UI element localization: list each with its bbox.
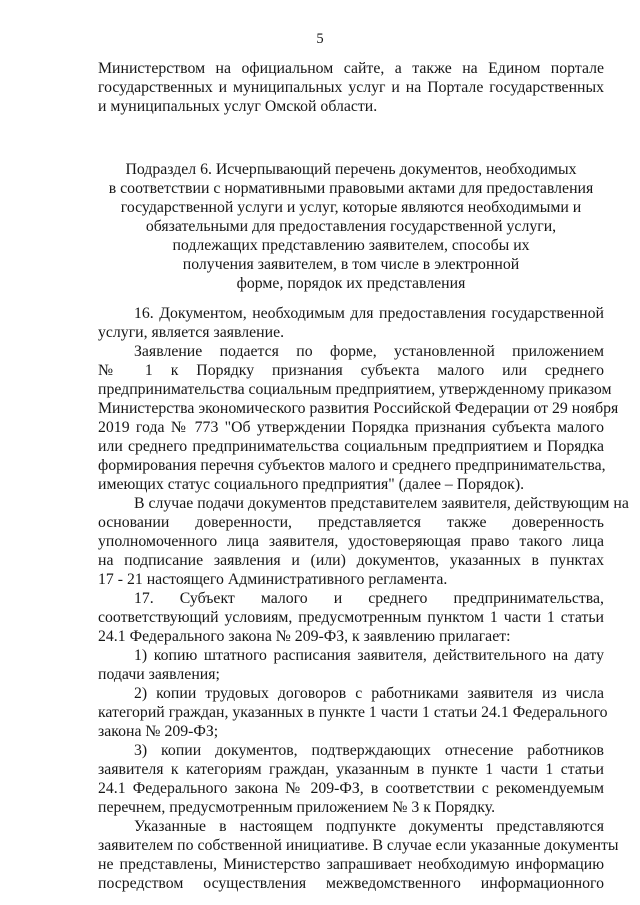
text-line: формирования перечня субъектов малого и среднего предпринимательства, bbox=[98, 457, 606, 474]
text-line: 24.1 Федерального закона № 209-ФЗ, к заявлению прилагает: bbox=[98, 628, 511, 645]
text-line: категорий граждан, указанных в пункте 1 части 1 статьи 24.1 Федерального bbox=[98, 704, 608, 721]
text-line: 17. Субъект малого и среднего предпринимательства, bbox=[134, 590, 604, 607]
text-line: закона № 209-ФЗ; bbox=[98, 723, 219, 740]
text-line: заявителя к категориям граждан, указанным в пункте 1 части 1 статьи bbox=[98, 761, 604, 778]
section-heading-line: обязательными для предоставления государственной услуги, bbox=[145, 218, 557, 235]
text-line: основании доверенности, представляется также доверенность bbox=[98, 514, 604, 531]
text-line: 3) копии документов, подтверждающих отнесение работников bbox=[134, 742, 604, 759]
text-line: Заявление подается по форме, установленной приложением bbox=[134, 343, 604, 360]
text-line: предпринимательства социальным предприятием, утвержденному приказом bbox=[98, 381, 612, 398]
text-line: имеющих статус социального предприятия" (далее – Порядок). bbox=[98, 476, 525, 493]
section-heading-line: форме, порядок их представления bbox=[236, 275, 466, 292]
section-heading-line: государственной услуги и услуг, которые являются необходимыми и bbox=[120, 199, 582, 216]
text-line: В случае подачи документов представителем заявителя, действующим на bbox=[134, 495, 629, 512]
text-line: 1) копию штатного расписания заявителя, действительного на дату bbox=[134, 647, 604, 664]
text-line: 16. Документом, необходимым для предоставления государственной bbox=[134, 305, 604, 322]
text-line: подачи заявления; bbox=[98, 666, 220, 683]
section-heading-line: Подраздел 6. Исчерпывающий перечень документов, необходимых bbox=[125, 161, 577, 178]
text-line: заявителем по собственной инициативе. В случае если указанные документы bbox=[98, 837, 619, 854]
text-line: уполномоченного лица заявителя, удостоверяющая право такого лица bbox=[98, 533, 604, 550]
text-line: не представлены, Министерство запрашивает необходимую информацию bbox=[98, 856, 604, 873]
text-line: перечнем, предусмотренным приложением № 3 к Порядку. bbox=[98, 799, 496, 816]
section-heading-line: подлежащих представлению заявителем, способы их bbox=[172, 237, 530, 254]
text-line: Министерством на официальном сайте, а также на Едином портале bbox=[98, 60, 604, 77]
text-line: № 1 к Порядку признания субъекта малого или среднего bbox=[98, 362, 604, 379]
text-line: государственных и муниципальных услуг и на Портале государственных bbox=[98, 79, 604, 96]
text-line: на подписание заявления и (или) документов, указанных в пунктах bbox=[98, 552, 604, 569]
text-line: 2) копии трудовых договоров с работниками заявителя из числа bbox=[134, 685, 604, 702]
text-line: Министерства экономического развития Российской Федерации от 29 ноября bbox=[98, 400, 619, 417]
section-heading-line: получения заявителем, в том числе в электронной bbox=[182, 256, 520, 273]
text-line: Указанные в настоящем подпункте документы представляются bbox=[134, 818, 604, 835]
page-number: 5 bbox=[316, 31, 324, 47]
text-line: соответствующий условиям, предусмотренным пунктом 1 части 1 статьи bbox=[98, 609, 604, 626]
section-heading-line: в соответствии с нормативными правовыми актами для предоставления bbox=[108, 180, 594, 197]
text-line: 2019 года № 773 "Об утверждении Порядка признания субъекта малого bbox=[98, 419, 604, 436]
text-line: посредством осуществления межведомственного информационного bbox=[98, 875, 604, 892]
text-line: услуги, является заявление. bbox=[98, 324, 285, 341]
text-line: или среднего предпринимательства социальным предприятием и Порядка bbox=[98, 438, 604, 455]
text-line: 17 - 21 настоящего Административного регламента. bbox=[98, 571, 448, 588]
text-line: и муниципальных услуг Омской области. bbox=[98, 98, 378, 115]
text-line: 24.1 Федерального закона № 209-ФЗ, в соответствии с рекомендуемым bbox=[98, 780, 604, 797]
